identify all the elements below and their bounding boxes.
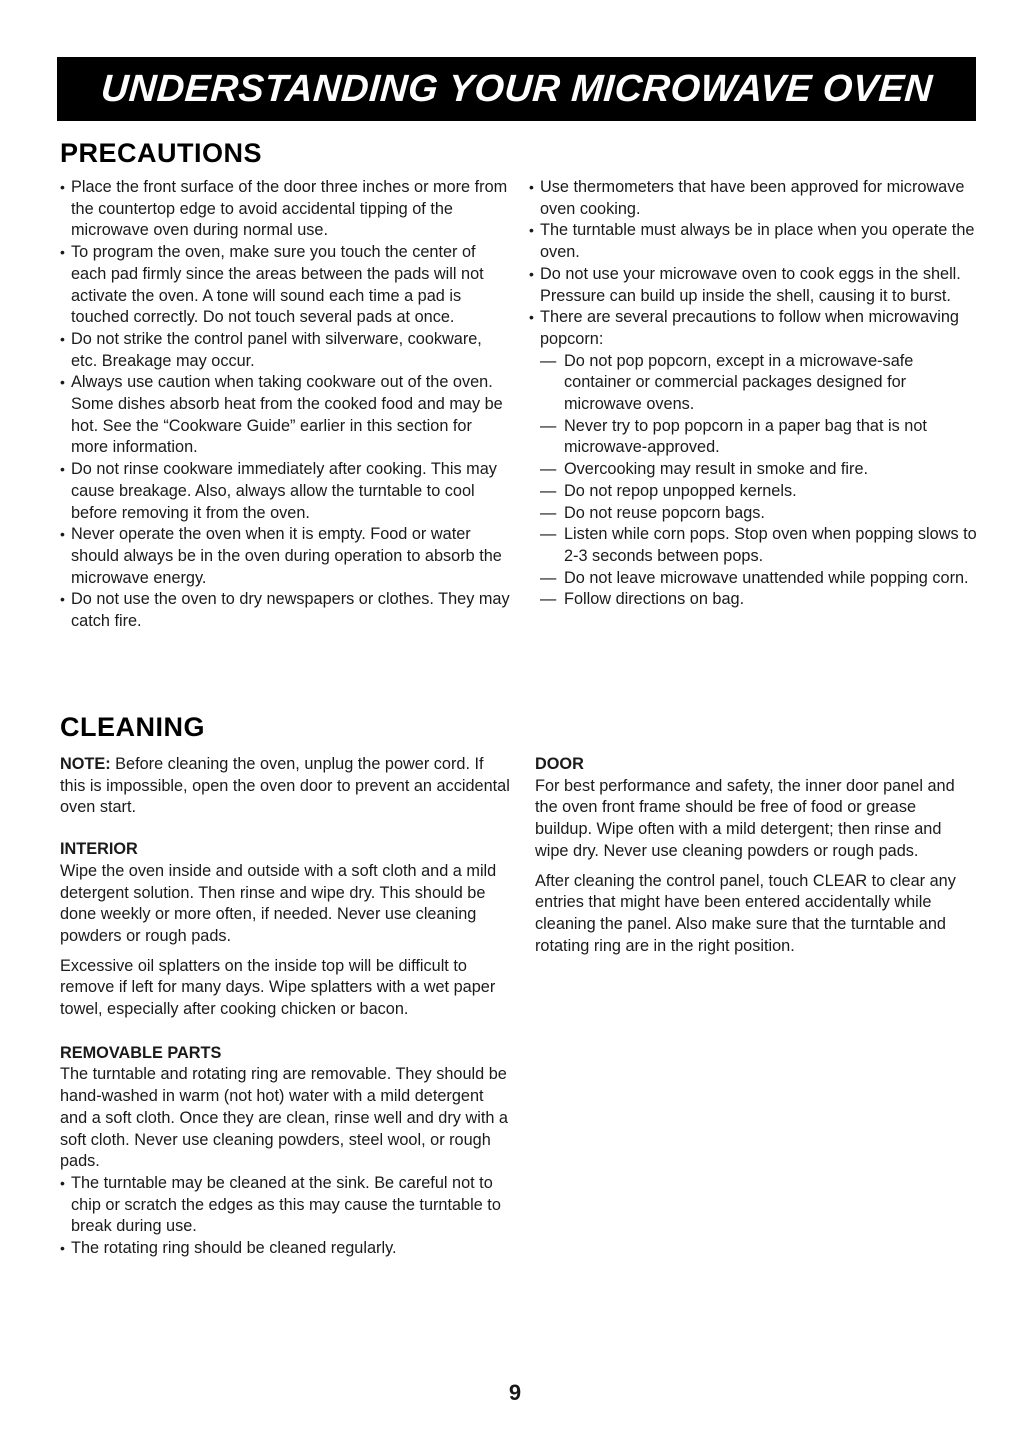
interior-paragraph: Wipe the oven inside and outside with a soft cloth and a mild detergent solution. Then rinse and wipe dry. This should be done weekly or more often, if needed. Never use cleaning powders or rough pads.: [60, 861, 497, 945]
list-item: • Do not strike the control panel with silverware, cookware, etc. Breakage may occur.: [60, 329, 510, 372]
list-item: • Never operate the oven when it is empty. Food or water should always be in the oven during operation to absorb the microwave energy.: [60, 524, 510, 589]
interior-paragraph: Excessive oil splatters on the inside top will be difficult to remove if left for many days. Wipe splatters with a wet paper towel, especially after cooking chicken or bacon.: [60, 956, 496, 1019]
list-item: — Do not reuse popcorn bags.: [529, 503, 977, 525]
list-item: — Listen while corn pops. Stop oven when popping slows to 2-3 seconds between pops.: [529, 524, 977, 567]
removable-parts-list: [60, 1173, 510, 1260]
popcorn-intro: There are several precautions to follow when microwaving popcorn:: [540, 308, 959, 348]
list-item: • Do not use the oven to dry newspapers or clothes. They may catch fire.: [60, 589, 510, 632]
title-banner: [57, 57, 976, 121]
cleaning-right-column: [535, 754, 975, 957]
list-item: — Overcooking may result in smoke and fire.: [529, 459, 977, 481]
list-item: • Always use caution when taking cookware out of the oven. Some dishes absorb heat from the cooked food and may be hot. See the “Cookware Guide” earlier in this section for more information.: [60, 372, 510, 459]
list-item: • Do not use your microwave oven to cook eggs in the shell. Pressure can build up inside the shell, causing it to burst.: [529, 264, 977, 307]
cleaning-left-column: [60, 754, 510, 1260]
precautions-right-list: [529, 177, 977, 351]
note-label: NOTE:: [60, 755, 111, 773]
list-item: • Do not rinse cookware immediately after cooking. This may cause breakage. Also, always allow the turntable to cool before removing it from the oven.: [60, 459, 510, 524]
removable-parts-paragraph: The turntable and rotating ring are removable. They should be hand-washed in warm (not hot) water with a mild detergent and a soft cloth. Once they are clean, rinse well and dry with a soft cloth. Never use cleaning powders, steel wool, or rough pads.: [60, 1065, 508, 1171]
popcorn-list: [529, 351, 977, 611]
door-heading: DOOR: [535, 755, 584, 773]
list-item: — Do not leave microwave unattended while popping corn.: [529, 568, 977, 590]
list-item: — Do not pop popcorn, except in a microwave-safe container or commercial packages designed for microwave ovens.: [529, 351, 977, 416]
precautions-heading: PRECAUTIONS: [60, 138, 263, 168]
note-text: Before cleaning the oven, unplug the power cord. If this is impossible, open the oven door to prevent an accidental oven start.: [60, 755, 510, 817]
list-item: • The turntable may be cleaned at the sink. Be careful not to chip or scratch the edges as this may cause the turntable to break during use.: [60, 1173, 510, 1238]
list-item: • Place the front surface of the door three inches or more from the countertop edge to avoid accidental tipping of the microwave oven during normal use.: [60, 177, 510, 242]
list-item: • The turntable must always be in place when you operate the oven.: [529, 220, 977, 263]
list-item: — Follow directions on bag.: [529, 589, 977, 611]
precautions-right-column: [529, 177, 977, 611]
list-item: — Never try to pop popcorn in a paper bag that is not microwave-approved.: [529, 416, 977, 459]
list-item: • The rotating ring should be cleaned regularly.: [60, 1238, 510, 1260]
interior-heading: INTERIOR: [60, 840, 138, 859]
list-item: — Do not repop unpopped kernels.: [529, 481, 977, 503]
precautions-left-column: [60, 177, 510, 633]
cleaning-note: [60, 754, 510, 819]
precautions-left-list: [60, 177, 510, 633]
door-paragraph: After cleaning the control panel, touch CLEAR to clear any entries that might have been entered accidentally while cleaning the panel. Also make sure that the turntable and rotating ring are in the right position.: [535, 871, 956, 955]
popcorn-precautions-item: [529, 307, 977, 350]
cleaning-heading: CLEANING: [60, 712, 205, 742]
door-paragraph: For best performance and safety, the inner door panel and the oven front frame should be free of food or grease buildup. Wipe often with a mild detergent; then rinse and wipe dry. Never use cleaning powders or rough pads.: [535, 776, 955, 860]
page-title: UNDERSTANDING YOUR MICROWAVE OVEN: [99, 67, 934, 110]
list-item: • Use thermometers that have been approved for microwave oven cooking.: [529, 177, 977, 220]
removable-parts-heading: REMOVABLE PARTS: [60, 1043, 222, 1062]
page-number: 9: [508, 1380, 522, 1405]
list-item: • To program the oven, make sure you touch the center of each pad firmly since the areas between the pads will not activate the oven. A tone will sound each time a pad is touched correctly. Do not touch several pads at once.: [60, 242, 510, 329]
